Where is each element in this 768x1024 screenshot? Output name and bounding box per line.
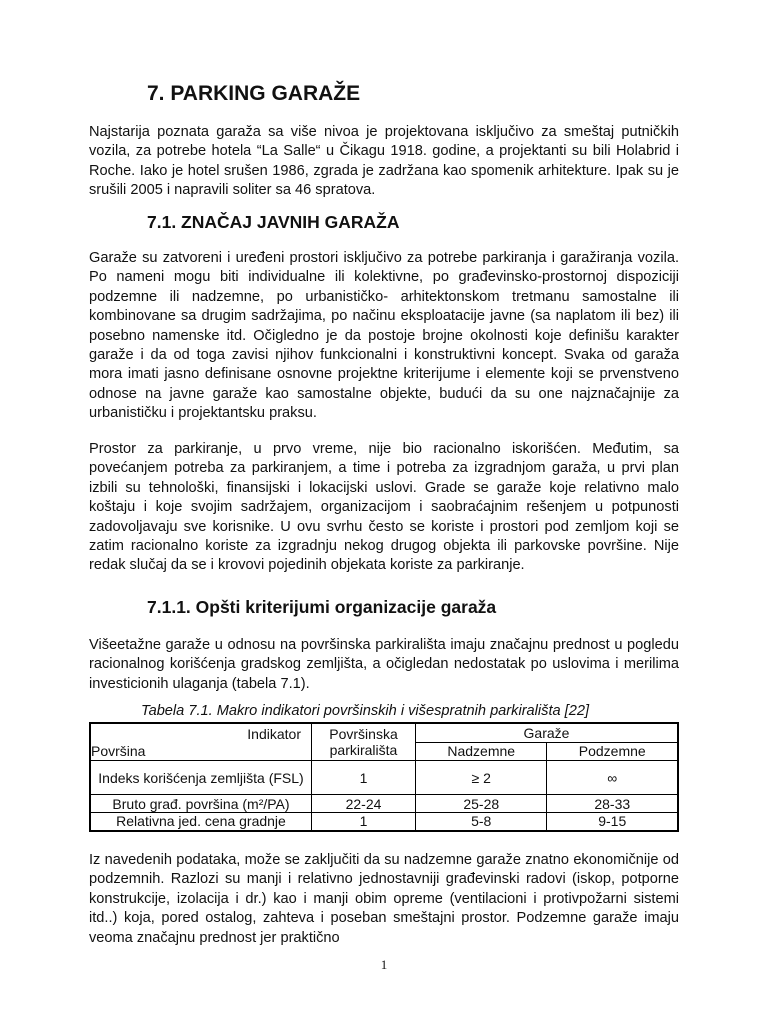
cell-value: 9-15 [547, 813, 678, 831]
table-row [90, 795, 678, 813]
section-heading-7-1: 7.1. ZNAČAJ JAVNIH GARAŽA [147, 212, 400, 232]
section-heading-7-1-1: 7.1.1. Opšti kriterijumi organizacije garaža [147, 597, 497, 617]
page-number: 1 [380, 957, 388, 972]
header-aboveground: Nadzemne [416, 742, 547, 760]
row-label: Indeks korišćenja zemljišta (FSL) [90, 761, 312, 795]
cell-value: 1 [312, 813, 416, 831]
table-row [90, 813, 678, 831]
header-underground: Podzemne [547, 742, 678, 760]
header-indikator: Indikator [247, 726, 301, 742]
header-garages: Garaže [416, 723, 679, 742]
row-label: Bruto građ. površina (m²/PA) [90, 795, 312, 813]
macro-indicators-table [89, 722, 679, 832]
row-label: Relativna jed. cena gradnje [90, 813, 312, 831]
header-surface-parking: Površinska parkirališta [312, 723, 416, 761]
paragraph-multilevel: Višeetažne garaže u odnosu na površinska parkirališta imaju značajnu prednost u pogledu racionalnog korišćenja gradskog zemljišta, a očigledan nedostatak po uslovima i merilima investicionih ulaganja (tabela 7.1). [89, 637, 679, 692]
paragraph-definition: Garaže su zatvoreni i uređeni prostori isključivo za potrebe parkiranja i garažiranja vozila. Po nameni mogu biti individualne ili kolektivne, po građevinsko-prostornoj dispoziciji podzemne ili nadzemne, po urbanističko- arhitektonskom tretmanu samostalne ili kombinovane sa drugim sadržajima, po načinu eksploatacije javne (sa naplatom ili bez) ili posebno namenske itd. Očigledno je da postoje brojne okolnosti koje definišu karakter garaže i da od toga zavisi njihov funkcionalni i konstruktivni koncept. Svaka od garaža mora imati jasno definisane osnovne projektne kriterijume i elemente koji se prvenstveno odnose na javne garaže kao samostalne objekte, budući da su one najznačajnije za urbanističku i projektantsku praksu. [89, 250, 679, 422]
header-povrsina: Površina [91, 743, 146, 759]
cell-value: ≥ 2 [416, 761, 547, 795]
table-caption: Tabela 7.1. Makro indikatori površinskih i višespratnih parkirališta [22] [141, 703, 590, 719]
paragraph-conclusion: Iz navedenih podataka, može se zaključiti da su nadzemne garaže znatno ekonomičnije od podzemnih. Razlozi su manji i relativno jednostavniji građevinski radovi (iskop, potporne konstrukcije, izolacija i dr.) kao i manji obim opreme (ventilacioni i protivpožarni sistemi itd..) koja, pored ostalog, zahteva i poseban smeštajni prostor. Podzemne garaže imaju veoma značajnu prednost jer praktično [89, 852, 679, 946]
cell-value: 1 [312, 761, 416, 795]
cell-value: 25-28 [416, 795, 547, 813]
paragraph-history: Najstarija poznata garaža sa više nivoa je projektovana isključivo za smeštaj putničkih vozila, za potrebe hotela “La Salle“ u Čikagu 1918. godine, a projektanti su bili Holabrid i Roche. Iako je hotel srušen 1986, zgrada je zadržana kao spomenik arhitekture. Ipak su je srušili 2005 i napravili soliter sa 46 spratova. [89, 124, 679, 199]
cell-value: 5-8 [416, 813, 547, 831]
paragraph-space-usage: Prostor za parkiranje, u prvo vreme, nije bio racionalno iskorišćen. Međutim, sa povećanjem potreba za parkiranjem, a time i potreba za izgradnjom garaža, u prvi plan izbili su tehnološki, finansijski i lokacijski uslovi. Grade se garaže koje relativno malo koštaju i koje svojim sadržajem, organizacijom i saobraćajnim rešenjem u potpunosti zadovoljavaju sve korisnike. U ovu svrhu često se koriste i prostori pod zemljom koji se zatim racionalno koriste za izgradnju nekog drugog objekta ili parkovske površine. Nije redak slučaj da se i krovovi pojedinih objekata koriste za parkiranje. [89, 441, 679, 574]
cell-value: ∞ [547, 761, 678, 795]
cell-value: 22-24 [312, 795, 416, 813]
table-row [90, 761, 678, 795]
cell-value: 28-33 [547, 795, 678, 813]
table-corner-cell [90, 723, 312, 761]
chapter-heading: 7. PARKING GARAŽE [147, 82, 361, 105]
